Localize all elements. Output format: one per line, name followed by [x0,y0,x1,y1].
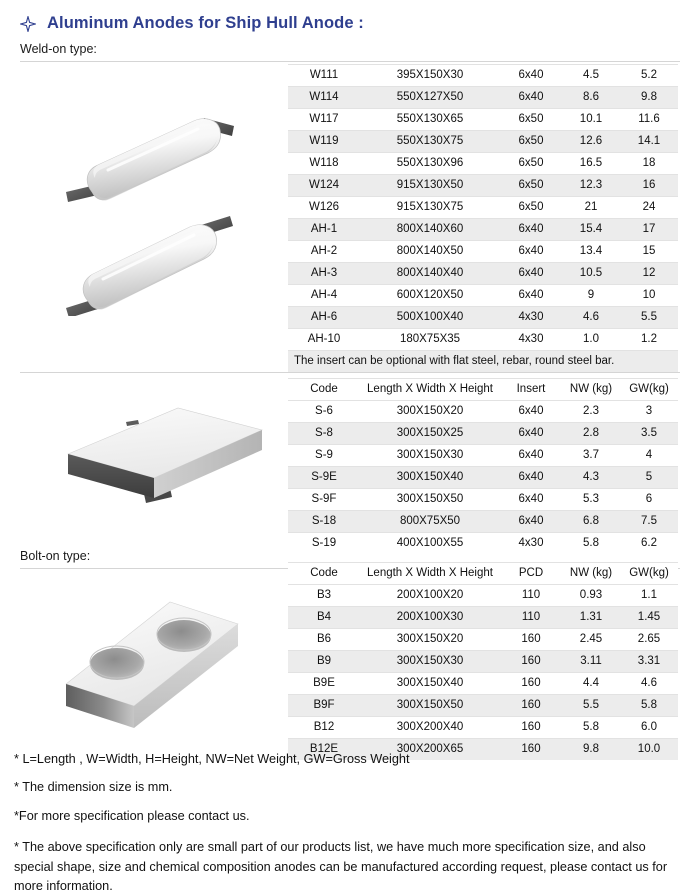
table-cell: 300X150X50 [360,695,500,717]
table-cell: 5.2 [620,65,678,87]
table-cell: 180X75X35 [360,329,500,351]
column-header: Code [288,379,360,401]
table-cell: W119 [288,131,360,153]
table-cell: 2.3 [562,401,620,423]
table-cell: B9E [288,673,360,695]
table-cell: 10 [620,285,678,307]
table-row [288,511,678,533]
table-cell: 10.1 [562,109,620,131]
table-cell: 6.2 [620,533,678,555]
table-cell: 6x40 [500,241,562,263]
section-divider [20,372,680,373]
bolt-hole-right [157,618,211,652]
table-cell: 5.5 [562,695,620,717]
table-cell: W126 [288,197,360,219]
table-row [288,87,678,109]
table-cell: 300X150X40 [360,673,500,695]
table-cell: AH-2 [288,241,360,263]
table-cell: 1.45 [620,607,678,629]
table-cell: S-19 [288,533,360,555]
table-row [288,673,678,695]
table-cell: B3 [288,585,360,607]
table-row [288,695,678,717]
table-cell: AH-6 [288,307,360,329]
table-cell: 6x50 [500,153,562,175]
table-cell: 500X100X40 [360,307,500,329]
table-cell: 3.5 [620,423,678,445]
table-weld-on-body [288,65,678,373]
table-cell: 300X150X30 [360,651,500,673]
table-cell: W118 [288,153,360,175]
table-row [288,717,678,739]
table-row [288,607,678,629]
table-cell: 4 [620,445,678,467]
table-row [288,285,678,307]
table-cell: 7.5 [620,511,678,533]
table-cell: 16 [620,175,678,197]
table-cell: 12 [620,263,678,285]
table-row [288,585,678,607]
table-cell: 300X150X30 [360,445,500,467]
table-cell: 0.93 [562,585,620,607]
table-row [288,153,678,175]
table-cell: 16.5 [562,153,620,175]
table-cell: 6x40 [500,263,562,285]
table-row [288,629,678,651]
table-cell: 4.6 [562,307,620,329]
table-cell: 160 [500,629,562,651]
table-row [288,263,678,285]
four-point-star-icon [20,16,36,32]
table-cell: S-8 [288,423,360,445]
table-footnote: The insert can be optional with flat steel, rebar, round steel bar. [288,351,678,373]
table-cell: W117 [288,109,360,131]
table-cell: 6x40 [500,445,562,467]
table-cell: 915X130X75 [360,197,500,219]
table-cell: S-6 [288,401,360,423]
table-cell: 2.8 [562,423,620,445]
table-cell: 6 [620,489,678,511]
table-bolt-on-specs [288,562,678,760]
table-cell: W114 [288,87,360,109]
table-cell: 160 [500,673,562,695]
table-row [288,329,678,351]
table-cell: AH-10 [288,329,360,351]
table-row [288,401,678,423]
note-disclaimer: * The above specification only are small part of our products list, we have much more specification size, and also special shape, size and chemical composition anodes can be manufactured according request, please contact us for more information. [14,839,668,894]
anode-block-bolt [66,602,238,728]
table-cell: 800X140X60 [360,219,500,241]
column-header: NW (kg) [562,563,620,585]
table-flat-head [288,379,678,401]
table-cell: 1.31 [562,607,620,629]
table-cell: 2.65 [620,629,678,651]
section-label-weld-on: Weld-on type: [20,42,680,62]
table-cell: 300X150X50 [360,489,500,511]
weld-on-anode-pair-image [22,96,280,316]
column-header: Length X Width X Height [360,563,500,585]
table-cell: 12.6 [562,131,620,153]
table-cell: 2.45 [562,629,620,651]
table-cell: 6x50 [500,131,562,153]
anode-block-flat [68,408,262,498]
notes-section [14,753,686,896]
section-label-bolt-on: Bolt-on type: [20,549,680,569]
table-cell: 5 [620,467,678,489]
table-cell: 1.0 [562,329,620,351]
table-cell: 5.8 [562,717,620,739]
column-header: GW(kg) [620,379,678,401]
table-cell: 300X200X40 [360,717,500,739]
table-cell: 550X130X65 [360,109,500,131]
table-footnote-row [288,351,678,373]
table-cell: 6x40 [500,401,562,423]
table-cell: 3.7 [562,445,620,467]
bolt-hole-left [90,646,144,680]
table-row [288,131,678,153]
table-row [288,467,678,489]
flat-weld-on-anode-image [22,398,280,530]
table-cell: 4.5 [562,65,620,87]
column-header: Code [288,563,360,585]
table-cell: 6x50 [500,197,562,219]
table-cell: 8.6 [562,87,620,109]
table-cell: 4.3 [562,467,620,489]
table-cell: 300X150X40 [360,467,500,489]
table-cell: 300X150X20 [360,401,500,423]
column-header: NW (kg) [562,379,620,401]
table-cell: 550X130X96 [360,153,500,175]
column-header: Insert [500,379,562,401]
table-cell: 1.1 [620,585,678,607]
table-cell: 4x30 [500,307,562,329]
table-cell: 800X140X50 [360,241,500,263]
table-cell: 21 [562,197,620,219]
table-cell: S-9E [288,467,360,489]
note-legend: * L=Length , W=Width, H=Height, NW=Net Weight, GW=Gross Weight [14,752,410,766]
table-cell: 550X130X75 [360,131,500,153]
table-weld-on-specs [288,64,678,372]
table-cell: 17 [620,219,678,241]
table-cell: 6x40 [500,65,562,87]
column-header: PCD [500,563,562,585]
table-cell: S-9F [288,489,360,511]
table-cell: 600X120X50 [360,285,500,307]
table-cell: 14.1 [620,131,678,153]
table-cell: 5.5 [620,307,678,329]
bolt-on-anode-block-image [22,592,280,732]
table-cell: 400X100X55 [360,533,500,555]
table-cell: B12 [288,717,360,739]
table-row [288,445,678,467]
table-cell: 10.0 [620,739,678,761]
table-row [288,109,678,131]
table-cell: 3.11 [562,651,620,673]
table-row [288,241,678,263]
table-cell: 5.3 [562,489,620,511]
table-cell: B9F [288,695,360,717]
table-cell: 6x40 [500,87,562,109]
table-row [288,197,678,219]
table-cell: W111 [288,65,360,87]
table-bolt-head [288,563,678,585]
table-cell: 4x30 [500,329,562,351]
table-cell: 160 [500,695,562,717]
table-cell: 6x40 [500,285,562,307]
note-dimension: * The dimension size is mm. [14,780,173,795]
table-cell: 24 [620,197,678,219]
table-row [288,651,678,673]
table-cell: S-9 [288,445,360,467]
table-cell: 4.6 [620,673,678,695]
page-header [20,14,364,33]
table-flat-body [288,401,678,555]
table-row [288,175,678,197]
column-header: GW(kg) [620,563,678,585]
table-cell: 4.4 [562,673,620,695]
table-cell: 9.8 [562,739,620,761]
note-contact: *For more specification please contact us. [14,808,250,823]
table-cell: S-18 [288,511,360,533]
table-cell: 6.8 [562,511,620,533]
table-cell: 110 [500,607,562,629]
table-row [288,219,678,241]
table-cell: 915X130X50 [360,175,500,197]
table-row [288,65,678,87]
table-cell: 6.0 [620,717,678,739]
table-cell: 3 [620,401,678,423]
table-cell: 800X75X50 [360,511,500,533]
table-cell: B4 [288,607,360,629]
table-cell: 395X150X30 [360,65,500,87]
table-row [288,423,678,445]
table-cell: 5.8 [562,533,620,555]
table-cell: 200X100X20 [360,585,500,607]
table-cell: 9 [562,285,620,307]
table-cell: 1.2 [620,329,678,351]
table-cell: 13.4 [562,241,620,263]
table-cell: 200X100X30 [360,607,500,629]
table-cell: 160 [500,717,562,739]
table-cell: 6x40 [500,511,562,533]
table-cell: 6x40 [500,423,562,445]
table-cell: 18 [620,153,678,175]
table-cell: 6x50 [500,175,562,197]
anode-body-upper [87,119,220,201]
table-cell: 10.5 [562,263,620,285]
table-cell: 15.4 [562,219,620,241]
table-cell: 6x40 [500,467,562,489]
table-cell: B12E [288,739,360,761]
table-header-row [288,563,678,585]
table-cell: B6 [288,629,360,651]
table-cell: AH-1 [288,219,360,241]
table-cell: 4x30 [500,533,562,555]
table-cell: 160 [500,739,562,761]
table-cell: 300X150X25 [360,423,500,445]
table-cell: 6x40 [500,489,562,511]
table-cell: 800X140X40 [360,263,500,285]
table-cell: AH-4 [288,285,360,307]
table-cell: 6x50 [500,109,562,131]
table-cell: 5.8 [620,695,678,717]
anode-body-lower [83,225,216,310]
table-bolt-body [288,585,678,761]
table-cell: 300X200X65 [360,739,500,761]
table-cell: 3.31 [620,651,678,673]
table-flat-weld-on-specs [288,378,678,554]
table-cell: 110 [500,585,562,607]
table-cell: 9.8 [620,87,678,109]
table-cell: AH-3 [288,263,360,285]
table-cell: 15 [620,241,678,263]
table-cell: 6x40 [500,219,562,241]
table-cell: 300X150X20 [360,629,500,651]
table-cell: 550X127X50 [360,87,500,109]
table-cell: B9 [288,651,360,673]
table-cell: 12.3 [562,175,620,197]
table-row [288,307,678,329]
table-cell: W124 [288,175,360,197]
column-header: Length X Width X Height [360,379,500,401]
table-cell: 11.6 [620,109,678,131]
table-header-row [288,379,678,401]
table-cell: 160 [500,651,562,673]
table-row [288,489,678,511]
page-title: Aluminum Anodes for Ship Hull Anode : [47,14,364,32]
